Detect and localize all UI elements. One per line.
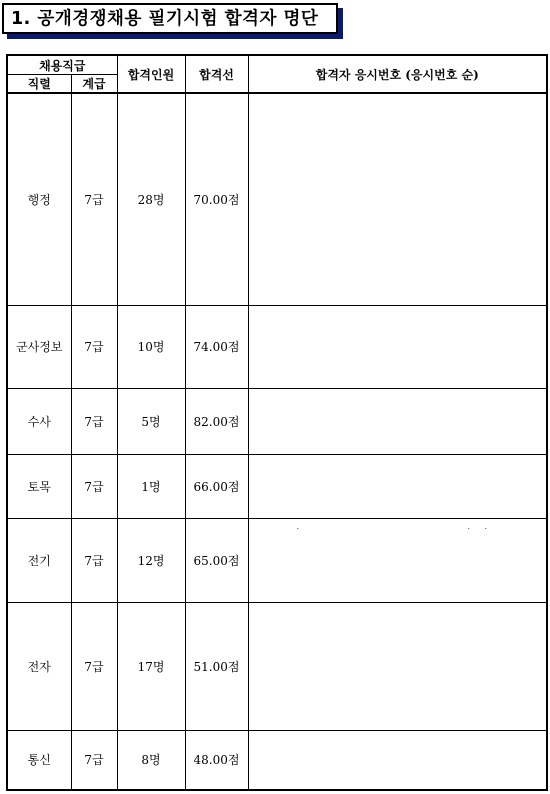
table-row bbox=[7, 388, 547, 454]
applicant-numbers-cell bbox=[248, 305, 547, 388]
count-cell: 10명 bbox=[117, 305, 185, 388]
position-cell: 전기 bbox=[7, 518, 71, 602]
cutoff-cell: 82.00점 bbox=[185, 388, 248, 454]
cutoff-cell: 74.00점 bbox=[185, 305, 248, 388]
applicant-numbers-cell bbox=[248, 602, 547, 730]
applicant-numbers-cell bbox=[248, 730, 547, 790]
position-cell: 행정 bbox=[7, 93, 71, 305]
applicant-numbers-cell bbox=[248, 454, 547, 518]
header-applicant-numbers: 합격자 응시번호 (응시번호 순) bbox=[248, 55, 547, 93]
grade-cell: 7급 bbox=[71, 602, 117, 730]
grade-cell: 7급 bbox=[71, 518, 117, 602]
cutoff-cell: 66.00점 bbox=[185, 454, 248, 518]
header-cutoff: 합격선 bbox=[185, 55, 248, 93]
stray-mark: . bbox=[484, 521, 488, 531]
table-row bbox=[7, 305, 547, 388]
table-row bbox=[7, 730, 547, 790]
results-table bbox=[6, 54, 548, 791]
count-cell: 12명 bbox=[117, 518, 185, 602]
count-cell: 5명 bbox=[117, 388, 185, 454]
position-cell: 토목 bbox=[7, 454, 71, 518]
cutoff-cell: 48.00점 bbox=[185, 730, 248, 790]
count-cell: 17명 bbox=[117, 602, 185, 730]
cutoff-cell: 65.00점 bbox=[185, 518, 248, 602]
grade-cell: 7급 bbox=[71, 454, 117, 518]
position-cell: 수사 bbox=[7, 388, 71, 454]
count-cell: 28명 bbox=[117, 93, 185, 305]
header-position: 직렬 bbox=[7, 75, 71, 94]
grade-cell: 7급 bbox=[71, 388, 117, 454]
applicant-numbers-cell bbox=[248, 93, 547, 305]
grade-cell: 7급 bbox=[71, 730, 117, 790]
count-cell: 1명 bbox=[117, 454, 185, 518]
applicant-numbers-cell bbox=[248, 388, 547, 454]
cutoff-cell: 51.00점 bbox=[185, 602, 248, 730]
header-grade: 계급 bbox=[71, 75, 117, 94]
table-row bbox=[7, 93, 547, 305]
position-cell: 통신 bbox=[7, 730, 71, 790]
section-title-box bbox=[2, 3, 338, 34]
grade-cell: 7급 bbox=[71, 305, 117, 388]
header-recruit-grade: 채용직급 bbox=[7, 55, 117, 75]
count-cell: 8명 bbox=[117, 730, 185, 790]
position-cell: 전자 bbox=[7, 602, 71, 730]
applicant-numbers-cell bbox=[248, 518, 547, 602]
stray-mark: . bbox=[467, 521, 471, 531]
table-row bbox=[7, 602, 547, 730]
table-row bbox=[7, 454, 547, 518]
grade-cell: 7급 bbox=[71, 93, 117, 305]
table-row bbox=[7, 518, 547, 602]
position-cell: 군사정보 bbox=[7, 305, 71, 388]
section-title: 1. 공개경쟁채용 필기시험 합격자 명단 bbox=[11, 9, 319, 29]
cutoff-cell: 70.00점 bbox=[185, 93, 248, 305]
header-pass-count: 합격인원 bbox=[117, 55, 185, 93]
stray-mark: . bbox=[296, 521, 300, 531]
table-header bbox=[7, 55, 547, 93]
